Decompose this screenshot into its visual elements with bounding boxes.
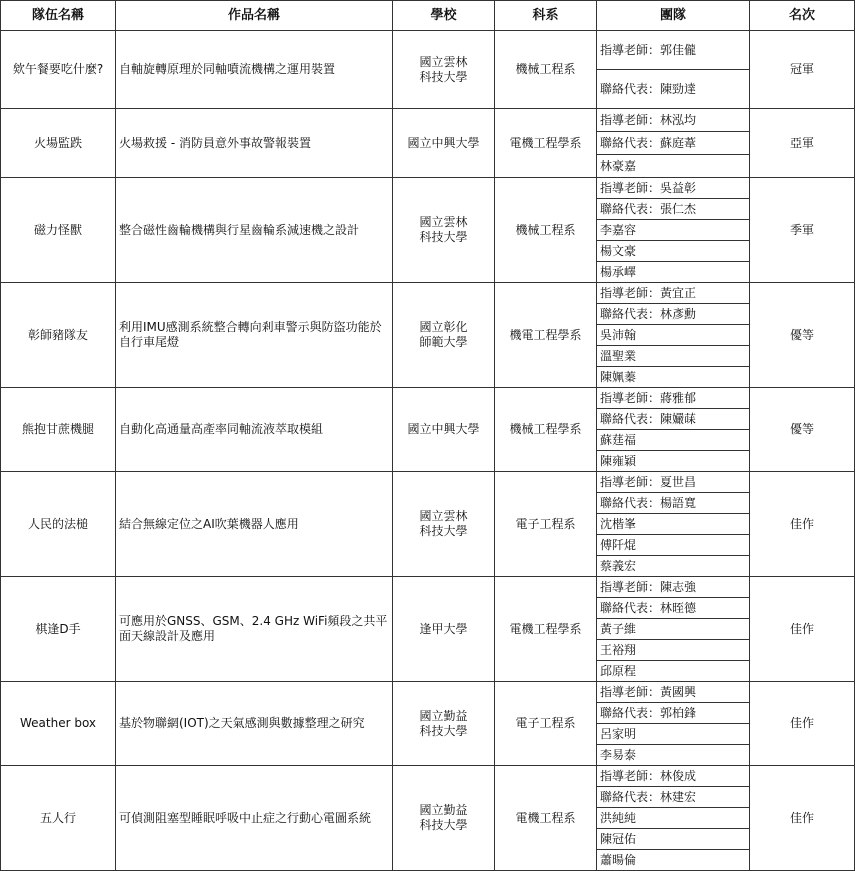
team-name-cell: 彰師豬隊友 bbox=[1, 283, 116, 388]
team-member-cell: 林豪嘉 bbox=[597, 155, 750, 178]
rank-cell: 優等 bbox=[750, 388, 855, 472]
team-member-cell: 陳姵蓁 bbox=[597, 367, 750, 388]
team-name-cell: 棋逢D手 bbox=[1, 577, 116, 682]
team-member-cell: 聯絡代表：蘇庭葦 bbox=[597, 132, 750, 155]
team-member-cell: 指導老師：吳益彰 bbox=[597, 178, 750, 199]
team-name-cell: 磁力怪獸 bbox=[1, 178, 116, 283]
rank-cell: 冠軍 bbox=[750, 31, 855, 109]
project-cell: 基於物聯網(IOT)之天氣感測與數據整理之研究 bbox=[116, 682, 393, 766]
table-row bbox=[1, 682, 855, 703]
department-cell: 機電工程學系 bbox=[495, 283, 597, 388]
department-cell: 機械工程系 bbox=[495, 31, 597, 109]
rank-cell: 亞軍 bbox=[750, 109, 855, 178]
school-cell: 國立雲林 科技大學 bbox=[393, 31, 495, 109]
rank-cell: 佳作 bbox=[750, 472, 855, 577]
team-member-cell: 陳雍穎 bbox=[597, 451, 750, 472]
rank-cell: 佳作 bbox=[750, 682, 855, 766]
school-cell: 國立雲林 科技大學 bbox=[393, 472, 495, 577]
team-member-cell: 蔡義宏 bbox=[597, 556, 750, 577]
team-member-cell: 李嘉容 bbox=[597, 220, 750, 241]
team-member-cell: 洪純純 bbox=[597, 808, 750, 829]
department-cell: 機械工程學系 bbox=[495, 388, 597, 472]
school-cell: 國立中興大學 bbox=[393, 109, 495, 178]
team-member-cell: 李易泰 bbox=[597, 745, 750, 766]
team-member-cell: 聯絡代表：陳勁達 bbox=[597, 70, 750, 109]
school-cell: 國立彰化 師範大學 bbox=[393, 283, 495, 388]
table-row bbox=[1, 577, 855, 598]
table-row bbox=[1, 283, 855, 304]
team-member-cell: 指導老師：林泓均 bbox=[597, 109, 750, 132]
project-cell: 自軸旋轉原理於同軸噴流機構之運用裝置 bbox=[116, 31, 393, 109]
table-body bbox=[1, 31, 855, 871]
header-school: 學校 bbox=[393, 1, 495, 31]
team-member-cell: 王裕翔 bbox=[597, 640, 750, 661]
team-member-cell: 沈楷峯 bbox=[597, 514, 750, 535]
team-member-cell: 傅阡焜 bbox=[597, 535, 750, 556]
team-member-cell: 聯絡代表：林建宏 bbox=[597, 787, 750, 808]
team-member-cell: 聯絡代表：楊語寬 bbox=[597, 493, 750, 514]
team-member-cell: 吳沛翰 bbox=[597, 325, 750, 346]
table-row bbox=[1, 178, 855, 199]
team-member-cell: 楊文豪 bbox=[597, 241, 750, 262]
table-row bbox=[1, 388, 855, 409]
team-member-cell: 聯絡代表：郭柏鋒 bbox=[597, 703, 750, 724]
department-cell: 電機工程系 bbox=[495, 766, 597, 871]
project-cell: 自動化高通量高產率同軸流液萃取模組 bbox=[116, 388, 393, 472]
project-cell: 整合磁性齒輪機構與行星齒輪系減速機之設計 bbox=[116, 178, 393, 283]
team-member-cell: 楊承嶧 bbox=[597, 262, 750, 283]
team-member-cell: 溫聖業 bbox=[597, 346, 750, 367]
project-cell: 結合無線定位之AI吹葉機器人應用 bbox=[116, 472, 393, 577]
table-row bbox=[1, 31, 855, 70]
project-cell: 火場救援 - 消防員意外事故警報裝置 bbox=[116, 109, 393, 178]
team-member-cell: 聯絡代表：陳孍菋 bbox=[597, 409, 750, 430]
team-name-cell: 五人行 bbox=[1, 766, 116, 871]
header-project: 作品名稱 bbox=[116, 1, 393, 31]
team-name-cell: 火場監跌 bbox=[1, 109, 116, 178]
project-cell: 可偵測阻塞型睡眠呼吸中止症之行動心電圖系統 bbox=[116, 766, 393, 871]
table-row bbox=[1, 766, 855, 787]
department-cell: 機械工程系 bbox=[495, 178, 597, 283]
rank-cell: 佳作 bbox=[750, 577, 855, 682]
team-member-cell: 聯絡代表：張仁杰 bbox=[597, 199, 750, 220]
rank-cell: 佳作 bbox=[750, 766, 855, 871]
team-member-cell: 黃子維 bbox=[597, 619, 750, 640]
team-member-cell: 蕭暘倫 bbox=[597, 850, 750, 871]
team-member-cell: 蘇莛福 bbox=[597, 430, 750, 451]
table-row bbox=[1, 472, 855, 493]
team-name-cell: 熊抱甘蔗機腿 bbox=[1, 388, 116, 472]
team-member-cell: 指導老師：蔣雅郁 bbox=[597, 388, 750, 409]
school-cell: 國立中興大學 bbox=[393, 388, 495, 472]
team-member-cell: 聯絡代表：林彥勳 bbox=[597, 304, 750, 325]
project-cell: 利用IMU感測系統整合轉向剎車警示與防盜功能於自行車尾燈 bbox=[116, 283, 393, 388]
school-cell: 國立雲林 科技大學 bbox=[393, 178, 495, 283]
header-department: 科系 bbox=[495, 1, 597, 31]
team-member-cell: 呂家明 bbox=[597, 724, 750, 745]
project-cell: 可應用於GNSS、GSM、2.4 GHz WiFi頻段之共平面天線設計及應用 bbox=[116, 577, 393, 682]
rank-cell: 季軍 bbox=[750, 178, 855, 283]
header-team: 團隊 bbox=[597, 1, 750, 31]
team-name-cell: 欸午餐要吃什麼? bbox=[1, 31, 116, 109]
team-member-cell: 指導老師：郭佳儱 bbox=[597, 31, 750, 70]
department-cell: 電子工程系 bbox=[495, 472, 597, 577]
team-member-cell: 指導老師：黃國興 bbox=[597, 682, 750, 703]
team-name-cell: Weather box bbox=[1, 682, 116, 766]
school-cell: 國立勤益 科技大學 bbox=[393, 682, 495, 766]
header-rank: 名次 bbox=[750, 1, 855, 31]
table-row bbox=[1, 109, 855, 132]
team-member-cell: 指導老師：黃宜正 bbox=[597, 283, 750, 304]
team-member-cell: 陳冠佑 bbox=[597, 829, 750, 850]
school-cell: 逢甲大學 bbox=[393, 577, 495, 682]
team-member-cell: 聯絡代表：林晊德 bbox=[597, 598, 750, 619]
rank-cell: 優等 bbox=[750, 283, 855, 388]
header-row bbox=[1, 1, 855, 31]
department-cell: 電子工程系 bbox=[495, 682, 597, 766]
team-member-cell: 邱原程 bbox=[597, 661, 750, 682]
team-name-cell: 人民的法槌 bbox=[1, 472, 116, 577]
school-cell: 國立勤益 科技大學 bbox=[393, 766, 495, 871]
team-member-cell: 指導老師：林俊成 bbox=[597, 766, 750, 787]
team-member-cell: 指導老師：夏世昌 bbox=[597, 472, 750, 493]
department-cell: 電機工程學系 bbox=[495, 109, 597, 178]
department-cell: 電機工程學系 bbox=[495, 577, 597, 682]
team-member-cell: 指導老師：陳志強 bbox=[597, 577, 750, 598]
header-team-name: 隊伍名稱 bbox=[1, 1, 116, 31]
